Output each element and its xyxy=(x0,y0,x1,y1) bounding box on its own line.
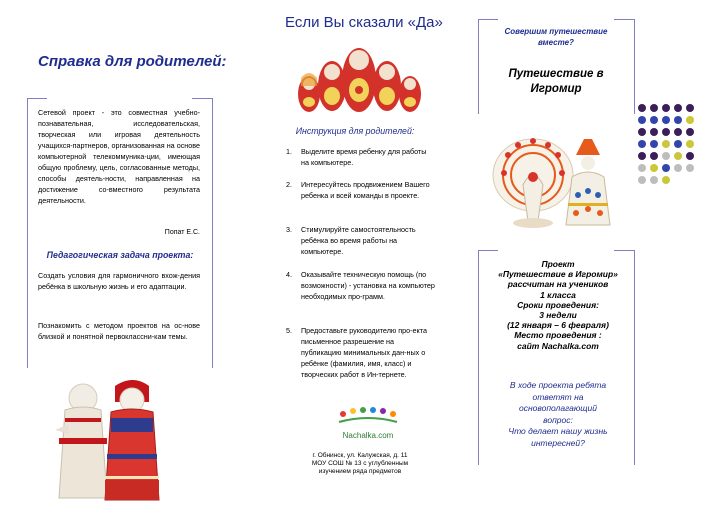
question-line: В ходе проекта ребята xyxy=(509,380,607,390)
item-number: 2. xyxy=(286,180,292,189)
project-line: сайт Nachalka.com xyxy=(517,340,599,351)
frame-line xyxy=(614,19,634,20)
decorative-dot xyxy=(638,164,646,172)
decorative-dot xyxy=(674,128,682,136)
decorative-dot xyxy=(686,128,694,136)
item-number: 1. xyxy=(286,147,292,156)
decorative-dot xyxy=(650,176,658,184)
frame-line xyxy=(192,98,212,99)
frame-line xyxy=(478,19,479,114)
frame-line xyxy=(478,250,498,251)
project-line: 1 класса xyxy=(540,289,576,300)
task-paragraph-2: Познакомить с методом проектов на ос-нове близкой и понятной первоклассни-кам темы. xyxy=(38,321,200,341)
matryoshka-dolls-image xyxy=(296,38,422,114)
project-line: 3 недели xyxy=(539,310,577,321)
decorative-dot xyxy=(674,164,682,172)
decorative-dot xyxy=(638,128,646,136)
item-text: Оказывайте техническую помощь (по возможности) - установка на компьютер необходимых про-грамм. xyxy=(301,270,435,301)
decorative-dot xyxy=(662,128,670,136)
frame-line xyxy=(212,98,213,368)
project-line: Место проведения : xyxy=(514,330,602,341)
decorative-dot xyxy=(638,152,646,160)
decorative-dot xyxy=(686,152,694,160)
decorative-dot xyxy=(674,152,682,160)
project-details xyxy=(478,259,638,351)
item-number: 3. xyxy=(286,225,292,234)
decorative-dot xyxy=(638,176,646,184)
decorative-dot xyxy=(686,140,694,148)
decorative-dot xyxy=(650,104,658,112)
decorative-dot xyxy=(686,116,694,124)
project-line: рассчитан на учеников xyxy=(507,279,609,290)
question-line: вопрос: xyxy=(543,414,573,425)
decorative-dot xyxy=(662,104,670,112)
question-line: Что делает нашу жизнь xyxy=(508,426,608,436)
item-text: Предоставьте руководителю про-екта письменное разрешение на публикацию минимальных дан-ных о ребёнке (фамилия, имя, класс) и творческих работ в Ин-тернете. xyxy=(301,326,427,379)
instruction-heading: Инструкция для родителей: xyxy=(295,126,415,136)
decorative-dot xyxy=(662,116,670,124)
frame-line xyxy=(634,19,635,114)
project-line: Проект xyxy=(541,259,575,269)
question-line: ответят на xyxy=(532,391,584,402)
decorative-dot xyxy=(650,140,658,148)
frame-line xyxy=(27,98,28,368)
decorative-dot xyxy=(638,140,646,148)
decorative-dot xyxy=(662,140,670,148)
item-text: Выделите время ребенку для работы на компьютере. xyxy=(301,147,427,167)
parents-info-heading: Справка для родителей: xyxy=(38,53,227,70)
instruction-list xyxy=(286,146,436,446)
item-text: Стимулируйте самостоятельность ребёнка во время работы на компьютере. xyxy=(301,225,416,256)
frame-line xyxy=(478,19,498,20)
frame-line xyxy=(27,98,47,99)
decorative-dot xyxy=(674,104,682,112)
question-line: основополагающий xyxy=(518,403,597,413)
project-line: (12 января – 6 февраля) xyxy=(507,320,609,331)
decorative-dot xyxy=(686,164,694,172)
decorative-dot xyxy=(674,116,682,124)
decorative-dot xyxy=(638,104,646,112)
decorative-dot xyxy=(662,152,670,160)
decorative-dot xyxy=(674,140,682,148)
question-line: интересней? xyxy=(531,437,585,448)
dymkovo-toys-image xyxy=(488,125,613,233)
decorative-dot xyxy=(650,116,658,124)
textile-dolls-image xyxy=(45,368,165,509)
decorative-dot xyxy=(662,164,670,172)
school-address: г. Обнинск, ул. Калужская, д. 11 МОУ СОШ № 13 с углубленным изучением ряда предметов xyxy=(311,452,409,475)
item-text: Интересуйтесь продвижением Вашего ребенка и всей команды в проекте. xyxy=(301,180,430,200)
project-line: «Путешествие в Игромир» xyxy=(498,269,618,280)
nachalka-logo-text: Nachalka.com xyxy=(342,431,394,440)
item-number: 5. xyxy=(286,326,292,335)
if-you-said-yes-heading: Если Вы сказали «Да» xyxy=(285,14,443,31)
journey-title: Путешествие в Игромир xyxy=(508,68,604,95)
pedagogical-task-heading: Педагогическая задача проекта: xyxy=(46,250,194,260)
item-number: 4. xyxy=(286,270,292,279)
decorative-dot xyxy=(662,176,670,184)
decorative-dot xyxy=(650,152,658,160)
network-project-definition: Сетевой проект - это совместная учебно-познавательная, исследовательская, творческая или игровая деятельность учащихся-партнеров, организованная на основе компьютерной телекоммуника-ции, имеющая общую проблему, цель, согласованные методы, способы деятель-ности, направленная на достижение со-вместного результата деятельности. xyxy=(38,108,200,205)
decorative-dot xyxy=(650,164,658,172)
decorative-dot xyxy=(650,128,658,136)
decorative-dot xyxy=(686,104,694,112)
author-signature: Попат Е.С. xyxy=(164,229,200,236)
essential-question xyxy=(478,380,638,449)
journey-question: Совершим путешествие вместе? xyxy=(504,27,608,47)
decorative-dots xyxy=(638,104,718,194)
frame-line xyxy=(614,250,634,251)
nachalka-logo-icon xyxy=(333,406,403,430)
task-paragraph-1: Создать условия для гармоничного вхож-дения ребёнка в школьную жизнь и его адаптации. xyxy=(38,271,200,291)
project-line: Сроки проведения: xyxy=(517,299,599,310)
decorative-dot xyxy=(638,116,646,124)
